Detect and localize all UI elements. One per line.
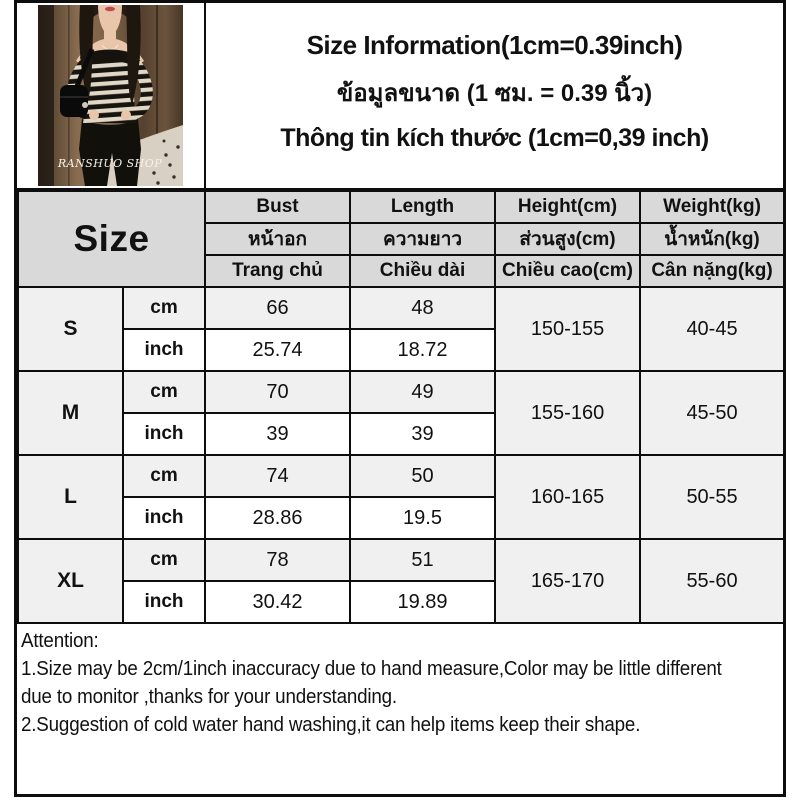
product-photo <box>38 5 183 186</box>
col-header-height-vi: Chiều cao(cm) <box>495 255 640 287</box>
col-header-bust-vi: Trang chủ <box>205 255 350 287</box>
size-column-header: Size <box>18 191 205 287</box>
bust-inch-m: 39 <box>205 413 350 455</box>
row-m-cm <box>18 371 784 413</box>
unit-inch: inch <box>123 329 205 371</box>
weight-range-m: 45-50 <box>640 371 784 455</box>
top-section <box>17 3 783 190</box>
col-header-weight-en: Weight(kg) <box>640 191 784 223</box>
attention-line-1: 1.Size may be 2cm/1inch inaccuracy due to hand measure,Color may be little different <box>21 658 722 680</box>
height-range-xl: 165-170 <box>495 539 640 623</box>
size-label-xl: XL <box>18 539 123 623</box>
bust-cm-l: 74 <box>205 455 350 497</box>
size-table <box>17 190 785 624</box>
col-header-length-en: Length <box>350 191 495 223</box>
bust-inch-l: 28.86 <box>205 497 350 539</box>
height-range-m: 155-160 <box>495 371 640 455</box>
size-chart-sheet <box>14 0 786 797</box>
height-range-l: 160-165 <box>495 455 640 539</box>
attention-note <box>17 624 783 794</box>
col-header-bust-en: Bust <box>205 191 350 223</box>
shoulder-bag <box>60 85 88 117</box>
height-range-s: 150-155 <box>495 287 640 371</box>
row-s-cm <box>18 287 784 329</box>
size-label-s: S <box>18 287 123 371</box>
unit-inch: inch <box>123 581 205 623</box>
weight-range-xl: 55-60 <box>640 539 784 623</box>
unit-cm: cm <box>123 455 205 497</box>
title-block <box>206 3 783 188</box>
size-label-m: M <box>18 371 123 455</box>
length-inch-l: 19.5 <box>350 497 495 539</box>
bust-inch-s: 25.74 <box>205 329 350 371</box>
col-header-length-th: ความยาว <box>350 223 495 255</box>
shop-watermark: RANSHUO SHOP <box>57 157 163 170</box>
header-row-english <box>18 191 784 223</box>
unit-inch: inch <box>123 413 205 455</box>
col-header-length-vi: Chiều dài <box>350 255 495 287</box>
col-header-height-th: ส่วนสูง(cm) <box>495 223 640 255</box>
bust-cm-m: 70 <box>205 371 350 413</box>
unit-cm: cm <box>123 371 205 413</box>
product-photo-cell <box>17 3 206 188</box>
unit-inch: inch <box>123 497 205 539</box>
col-header-bust-th: หน้าอก <box>205 223 350 255</box>
bust-inch-xl: 30.42 <box>205 581 350 623</box>
bust-cm-xl: 78 <box>205 539 350 581</box>
bust-cm-s: 66 <box>205 287 350 329</box>
length-inch-m: 39 <box>350 413 495 455</box>
col-header-weight-th: น้ำหนัก(kg) <box>640 223 784 255</box>
length-cm-m: 49 <box>350 371 495 413</box>
length-inch-xl: 19.89 <box>350 581 495 623</box>
unit-cm: cm <box>123 287 205 329</box>
weight-range-s: 40-45 <box>640 287 784 371</box>
row-xl-cm <box>18 539 784 581</box>
weight-range-l: 50-55 <box>640 455 784 539</box>
attention-title: Attention: <box>21 630 99 652</box>
length-inch-s: 18.72 <box>350 329 495 371</box>
attention-line-3: 2.Suggestion of cold water hand washing,it can help items keep their shape. <box>21 714 641 736</box>
title-vietnamese: Thông tin kích thước (1cm=0,39 inch) <box>280 124 709 152</box>
title-english: Size Information(1cm=0.39inch) <box>306 30 683 60</box>
length-cm-l: 50 <box>350 455 495 497</box>
size-label-l: L <box>18 455 123 539</box>
row-l-cm <box>18 455 784 497</box>
col-header-weight-vi: Cân nặng(kg) <box>640 255 784 287</box>
length-cm-xl: 51 <box>350 539 495 581</box>
unit-cm: cm <box>123 539 205 581</box>
col-header-height-en: Height(cm) <box>495 191 640 223</box>
attention-line-2: due to monitor ,thanks for your understanding. <box>21 686 397 708</box>
length-cm-s: 48 <box>350 287 495 329</box>
title-thai: ข้อมูลขนาด (1 ซม. = 0.39 นิ้ว) <box>336 80 653 107</box>
